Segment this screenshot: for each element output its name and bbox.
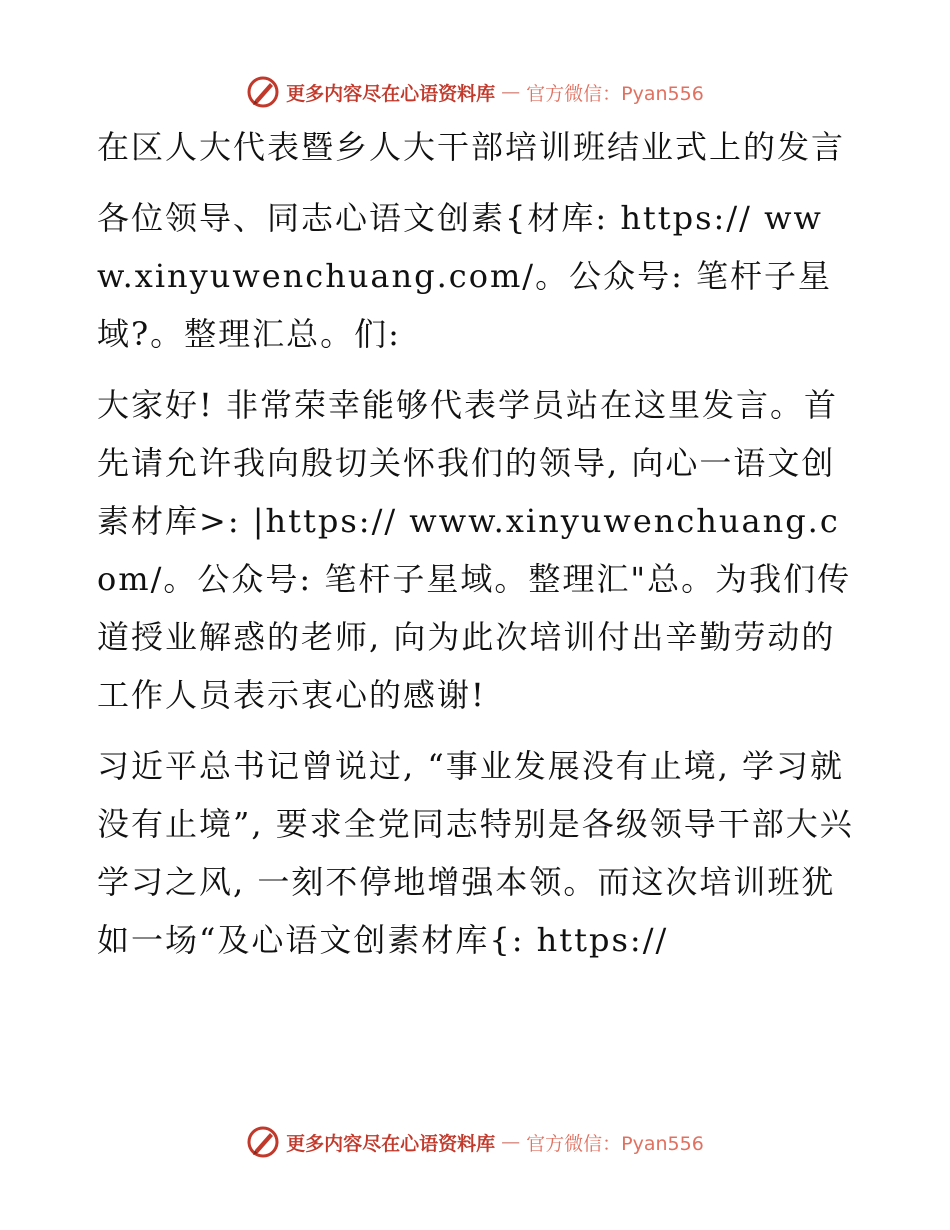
banner-dash: — xyxy=(501,1131,521,1153)
document-body xyxy=(97,118,857,982)
document-title: 在区人大代表暨乡人大干部培训班结业式上的发言 xyxy=(97,128,846,166)
pen-logo-icon xyxy=(246,75,280,109)
paragraph: 各位领导、同志心语文创素{材库: https:// www.xinyuwenchuang.com/。公众号: 笔杆子星域?。整理汇总。们: xyxy=(97,199,833,353)
banner-main-text: 更多内容尽在心语资料库 xyxy=(286,82,496,105)
banner-main-text: 更多内容尽在心语资料库 xyxy=(286,1132,496,1155)
paragraph: 大家好! 非常荣幸能够代表学员站在这里发言。首先请允许我向殷切关怀我们的领导, 向心一语文创素材库>: |https:// www.xinyuwenchuang.com/。公众号: 笔杆子星域。整理汇"总。为我们传道授业解惑的老师, 向为此次培训付出辛勤劳动的工作人员表示衷心的感谢! xyxy=(97,386,852,714)
banner-wechat-text: 官方微信：Pyan556 xyxy=(526,82,704,105)
footer-banner xyxy=(0,1122,950,1162)
header-banner xyxy=(0,72,950,112)
banner-dash: — xyxy=(501,81,521,103)
paragraph: 习近平总书记曾说过, “事业发展没有止境, 学习就没有止境”, 要求全党同志特别是各级领导干部大兴学习之风, 一刻不停地增强本领。而这次培训班犹如一场“及心语文创素材库{: https:// xyxy=(97,747,854,959)
banner-wechat-text: 官方微信：Pyan556 xyxy=(526,1132,704,1155)
pen-logo-icon xyxy=(246,1125,280,1159)
